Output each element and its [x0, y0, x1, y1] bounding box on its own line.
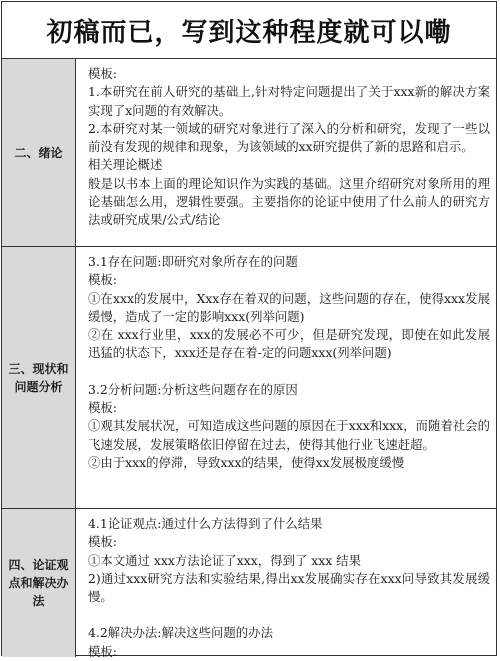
page-title: 初稿而已，写到这种程度就可以嘞: [46, 17, 452, 48]
text-line: 3.1存在问题:即研究对象所存在的问题: [88, 254, 298, 269]
text-line: 4.2解决办法:解决这些问题的办法: [88, 625, 273, 641]
text-line: 模板:: [88, 643, 117, 659]
spacer: [88, 363, 490, 381]
section-label: 三、现状和问题分析: [2, 247, 76, 508]
text-line: 2)通过xxx研究方法和实验结果,得出xx发展确实存在xxx问导致其发展缓慢。: [88, 570, 490, 605]
text-line: 1.本研究在前人研究的基础上,针对特定问题提出了关于xxx新的解决方案实现了x问题的有效解决。: [88, 84, 490, 118]
text-line: 3.2分析问题:分析这些问题存在的原因: [88, 381, 298, 397]
spacer: [88, 606, 490, 624]
text-line: 模板:: [88, 534, 117, 550]
section-content: [76, 59, 496, 246]
section-intro: [2, 59, 496, 247]
text-line: ②由于xxx的停滞，导致xxx的结果，使得xx发展极度缓慢: [88, 454, 405, 470]
text-line: 模板:: [88, 272, 117, 288]
section-solution: [2, 509, 496, 657]
section-analysis: [2, 247, 496, 509]
document-table: [1, 1, 497, 659]
text-line: ①在xxx的发展中，Xxx存在着双的问题，这些问题的存在，使得xxx发展缓慢，造成了一定的影响xxx(列举问题): [88, 290, 490, 324]
text-line: ①本文通过 xxx方法论证了xxx，得到了 xxx 结果: [88, 552, 361, 568]
section-label: 二、绪论: [2, 59, 76, 246]
text-line: 模板:: [88, 400, 117, 416]
title-row: [2, 2, 496, 59]
text-line: 相关理论概述: [88, 157, 163, 173]
text-line: 模板:: [88, 66, 117, 81]
text-line: 般是以书本上面的理论知识作为实践的基础。这里介绍研究对象所用的理论基础怎么用，逻辑性要强。主要指你的论证中使用了什么前人的研究方法或研究成果/公式/结论: [88, 175, 490, 228]
section-label: 四、论证观点和解决办法: [2, 509, 76, 657]
section-content: [76, 509, 496, 657]
text-line: 4.1论证观点:通过什么方法得到了什么结果: [88, 516, 323, 531]
text-line: 2.本研究对某一领域的研究对象进行了深入的分析和研究，发现了一些以前没有发现的规律和现象，为该领域的xx研究提供了新的思路和启示。: [88, 120, 490, 155]
text-line: ①观其发展状况，可知造成这些问题的原因在于xxx和xxx，而随着社会的飞速发展，发展策略依旧停留在过去，使得其他行业飞速赶超。: [88, 418, 490, 452]
section-content: [76, 247, 496, 508]
text-line: ②在 xxx行业里，xxx的发展必不可少，但是研究发现，即使在如此发展迅猛的状态下，xxx还是存在着-定的问题xxx(列举问题): [88, 327, 490, 361]
